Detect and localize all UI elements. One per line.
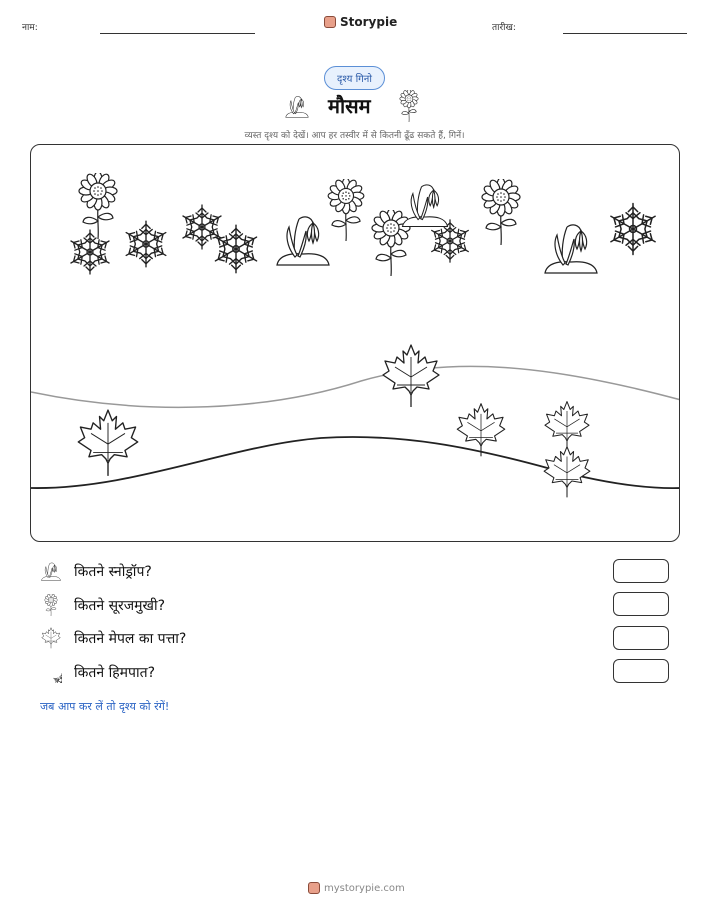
snowdrop-icon: [282, 93, 312, 119]
footer: [308, 882, 405, 894]
question-text: कितने हिमपात?: [74, 664, 155, 681]
date-field[interactable]: [563, 33, 687, 34]
answer-box-snowflake[interactable]: [613, 659, 669, 683]
maple-leaf-icon: [78, 410, 137, 476]
answer-box-snowdrop[interactable]: [613, 559, 669, 583]
instructions: व्यस्त दृश्य को देखें। आप हर तस्वीर में से कितनी ढूँढ सकते हैं, गिनें।: [244, 131, 465, 141]
storypie-logo-icon: [324, 16, 336, 28]
maple-leaf-icon: [545, 402, 589, 451]
question-text: कितने मेपल का पत्ता?: [74, 630, 187, 647]
name-label: नाम:: [22, 23, 38, 33]
coloring-note: जब आप कर लें तो दृश्य को रंगें!: [40, 700, 170, 713]
snowflake-icon: [68, 230, 112, 274]
snowdrop-icon: [277, 217, 329, 265]
snowdrop-icon: [545, 225, 597, 273]
snowflake-icon: [40, 661, 62, 683]
snowflake-icon: [123, 221, 169, 267]
question-text: कितने स्नोड्रॉप?: [74, 563, 152, 580]
sunflower-icon: [79, 172, 117, 239]
date-label: तारीख:: [492, 23, 516, 33]
snowdrop-icon: [402, 185, 447, 227]
question-text: कितने सूरजमुखी?: [74, 597, 166, 614]
sunflower-icon: [482, 178, 520, 245]
name-field[interactable]: [100, 33, 255, 34]
answer-box-maple-leaf[interactable]: [613, 626, 669, 650]
scene-frame: [30, 144, 680, 542]
brand-name: Storypie: [340, 15, 398, 29]
snowflake-icon: [180, 205, 224, 249]
brand: [324, 15, 397, 29]
maple-leaf-icon: [40, 627, 62, 649]
question-snowflake: [40, 661, 155, 683]
maple-leaf-icon: [383, 345, 439, 407]
snowflake-icon: [212, 225, 260, 273]
question-maple-leaf: [40, 627, 186, 649]
page-title: मौसम: [328, 94, 371, 118]
back-hill: [31, 366, 680, 407]
sunflower-icon: [399, 90, 419, 122]
maple-leaf-icon: [544, 447, 590, 498]
sunflower-icon: [40, 594, 62, 616]
sunflower-icon: [372, 209, 410, 276]
sunflower-icon: [328, 178, 364, 241]
answer-box-sunflower[interactable]: [613, 592, 669, 616]
storypie-logo-icon: [308, 882, 320, 894]
activity-badge: दृश्य गिनो: [324, 66, 385, 90]
snowflake-icon: [607, 203, 658, 254]
footer-url[interactable]: mystorypie.com: [324, 882, 405, 894]
scene-illustration: [31, 145, 680, 542]
question-snowdrop: [40, 560, 152, 582]
snowdrop-icon: [40, 560, 62, 582]
question-sunflower: [40, 594, 165, 616]
